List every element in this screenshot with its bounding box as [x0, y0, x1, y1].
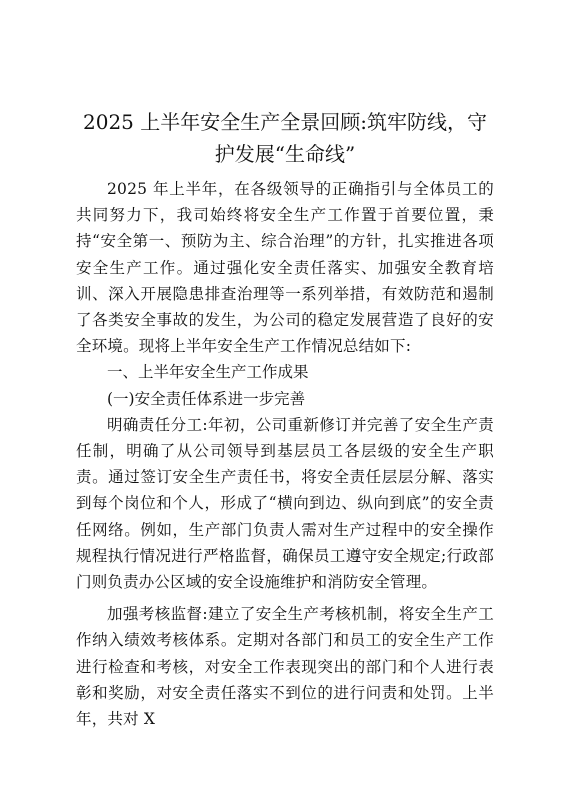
paragraph-body: 建立了安全生产考核机制，将安全生产工作纳入绩效考核体系。定期对各部门和员工的安全生产工作进行检查和考核，对安全工作表现突出的部门和个人进行表彰和奖励，对安全责任落实不到位的进行问责和处罚。上半年，共对 X — [76, 605, 495, 729]
document-title: 2025 上半年安全生产全景回顾:筑牢防线，守护发展“生命线” — [83, 110, 487, 166]
subsection-heading: (一)安全责任体系进一步完善 — [107, 389, 306, 408]
paragraph-body: 年初，公司重新修订并完善了安全生产责任制，明确了从公司领导到基层员工各层级的安全生产职责。通过签订安全生产责任书，将安全责任层层分解、落实到每个岗位和个人，形成了“横向到边、纵向到底”的安全责任网络。例如，生产部门负责人需对生产过程中的安全操作规程执行情况进行严格监督，确保员工遵守安全规定;行政部门则负责办公区域的安全设施维护和消防安全管理。 — [76, 415, 495, 592]
paragraph-lead: 明确责任分工: — [107, 415, 208, 434]
paragraph-assessment — [76, 601, 494, 732]
section-heading: 一、上半年安全生产工作成果 — [107, 363, 309, 382]
paragraph-lead: 加强考核监督: — [107, 605, 208, 624]
paragraph-responsibility — [76, 412, 494, 595]
intro-paragraph: 2025 年上半年，在各级领导的正确指引与全体员工的共同努力下，我司始终将安全生产工作置于首要位置，秉持“安全第一、预防为主、综合治理”的方针，扎实推进各项安全生产工作。通过强化安全责任落实、加强安全教育培训、深入开展隐患排查治理等一系列举措，有效防范和遏制了各类安全事故的发生，为公司的稳定发展营造了良好的安全环境。现将上半年安全生产工作情况总结如下: — [76, 180, 494, 356]
